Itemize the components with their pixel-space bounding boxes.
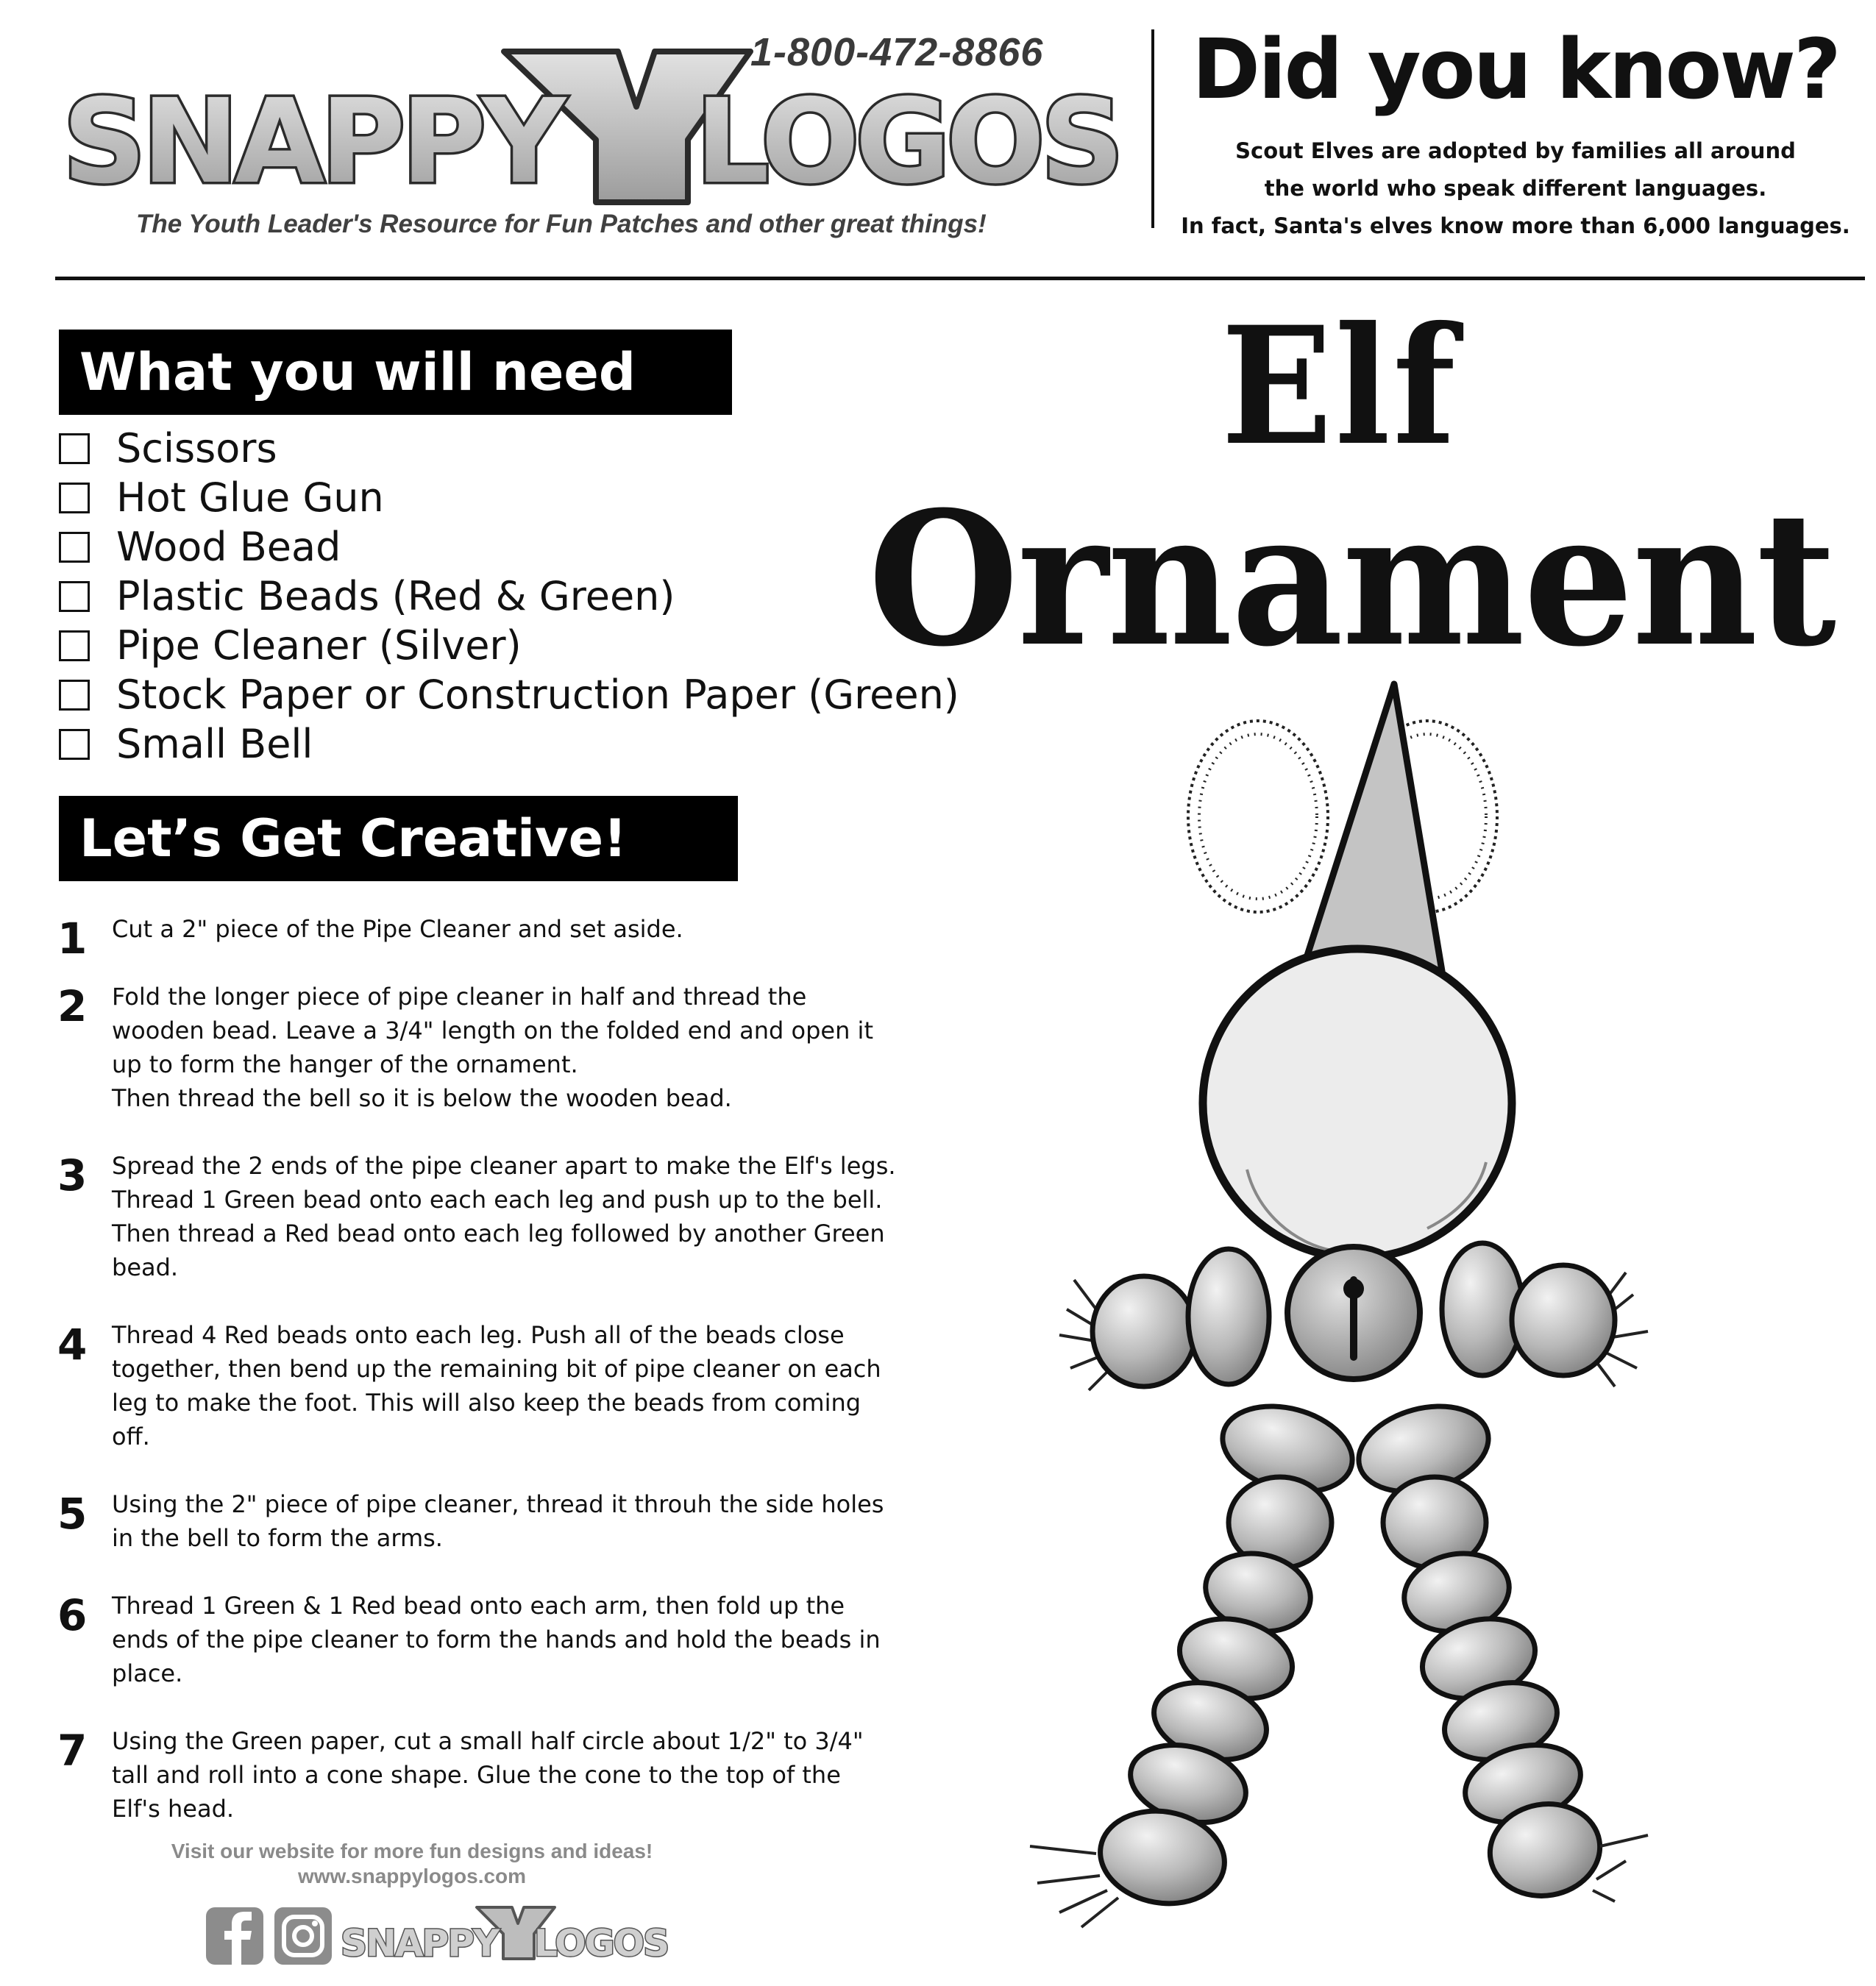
checklist-item-label: Hot Glue Gun <box>116 474 384 521</box>
step-line: Spread the 2 ends of the pipe cleaner apart to make the Elf's legs. <box>112 1152 896 1180</box>
step-number: 7 <box>57 1726 88 1776</box>
logo-brand-part1: SNAPPY <box>63 74 562 210</box>
did-you-know-line: Scout Elves are adopted by families all around <box>1235 138 1796 163</box>
did-you-know-line: In fact, Santa's elves know more than 6,000 languages. <box>1181 213 1850 238</box>
creative-heading: Let’s Get Creative! <box>59 796 738 881</box>
step-line: up to form the hanger of the ornament. <box>112 1050 578 1078</box>
step-text <box>112 980 873 1115</box>
footer-social-logos <box>205 1901 690 1971</box>
checkbox[interactable] <box>59 630 90 661</box>
logo-tagline: The Youth Leader's Resource for Fun Patches and other great things! <box>136 210 987 238</box>
step-text <box>112 1318 881 1453</box>
checkbox[interactable] <box>59 532 90 563</box>
checklist-item <box>59 522 959 572</box>
checklist-item <box>59 719 959 769</box>
step-line: Elf's head. <box>112 1795 235 1823</box>
step-text <box>112 1589 881 1690</box>
checklist-item-label: Wood Bead <box>116 524 341 570</box>
checkbox[interactable] <box>59 433 90 464</box>
needs-checklist <box>59 424 959 769</box>
checklist-item-label: Scissors <box>116 425 277 471</box>
step-line: Thread 4 Red beads onto each leg. Push all of the beads close <box>112 1321 845 1349</box>
step-text <box>112 1724 864 1826</box>
step-line: Then thread a Red bead onto each leg followed by another Green <box>112 1220 885 1248</box>
arm-bead <box>1092 1276 1195 1387</box>
arm-bead <box>1512 1265 1615 1375</box>
step-number: 5 <box>57 1489 88 1539</box>
visit-line: Visit our website for more fun designs and ideas! <box>171 1840 653 1862</box>
step-line: leg to make the foot. This will also keep the beads from coming <box>112 1389 861 1417</box>
instagram-icon[interactable] <box>274 1907 332 1965</box>
needs-heading: What you will need <box>59 330 732 415</box>
logo-brand-part2: LOGOS <box>695 74 1120 210</box>
checklist-item-label: Stock Paper or Construction Paper (Green) <box>116 672 959 718</box>
checklist-item-label: Small Bell <box>116 721 313 767</box>
step-line: together, then bend up the remaining bit of pipe cleaner on each <box>112 1355 881 1383</box>
step-line: bead. <box>112 1253 179 1281</box>
checklist-item-label: Pipe Cleaner (Silver) <box>116 622 522 669</box>
checklist-item <box>59 424 959 473</box>
elf-ornament-illustration <box>1015 669 1692 1949</box>
header-rule <box>55 277 1865 280</box>
step-line: in the bell to form the arms. <box>112 1524 443 1552</box>
phone-number: 1-800-472-8866 <box>750 30 1044 74</box>
checkbox[interactable] <box>59 680 90 711</box>
step-line: Thread 1 Green bead onto each each leg and push up to the bell. <box>112 1186 883 1214</box>
hanger-loop-left <box>1188 721 1328 912</box>
step-line: Cut a 2" piece of the Pipe Cleaner and set aside. <box>112 915 683 943</box>
website-link[interactable]: www.snappylogos.com <box>297 1865 527 1887</box>
step-line: tall and roll into a cone shape. Glue the cone to the top of the <box>112 1761 841 1789</box>
step-text <box>112 1149 896 1284</box>
right-foot <box>1593 1835 1648 1901</box>
step-line: Fold the longer piece of pipe cleaner in half and thread the <box>112 983 807 1011</box>
did-you-know-line: the world who speak different languages. <box>1264 176 1767 201</box>
facebook-icon[interactable] <box>206 1907 263 1965</box>
step-line: place. <box>112 1659 183 1687</box>
checkbox[interactable] <box>59 581 90 612</box>
step-text <box>112 1487 884 1555</box>
step-number: 6 <box>57 1590 88 1640</box>
checklist-item <box>59 621 959 670</box>
checkbox[interactable] <box>59 729 90 760</box>
footer-brand-part1: SNAPPY <box>341 1922 499 1965</box>
checklist-item <box>59 473 959 522</box>
step-number: 1 <box>57 914 88 964</box>
step-number: 3 <box>57 1150 88 1200</box>
step-line: wooden bead. Leave a 3/4" length on the folded end and open it <box>112 1017 873 1044</box>
elf-hat <box>1306 684 1442 971</box>
step-number: 2 <box>57 981 88 1031</box>
checklist-item <box>59 670 959 719</box>
checkbox[interactable] <box>59 483 90 513</box>
elf-head <box>1203 949 1512 1258</box>
footer-brand-logo <box>341 1907 668 1965</box>
header-divider <box>1151 29 1154 228</box>
title-line-2: Ornament <box>868 471 1836 687</box>
step-line: ends of the pipe cleaner to form the hands and hold the beads in <box>112 1626 881 1654</box>
title-line-1: Elf <box>1221 291 1459 481</box>
step-line: Thread 1 Green & 1 Red bead onto each arm, then fold up the <box>112 1592 845 1620</box>
step-line: Using the 2" piece of pipe cleaner, thread it throuh the side holes <box>112 1490 884 1518</box>
did-you-know-text <box>1170 132 1861 245</box>
checklist-item <box>59 572 959 621</box>
step-line: Then thread the bell so it is below the wooden bead. <box>112 1084 732 1112</box>
did-you-know-title: Did you know? <box>1192 22 1839 118</box>
checklist-item-label: Plastic Beads (Red & Green) <box>116 573 675 619</box>
step-text <box>112 912 855 946</box>
step-line: off. <box>112 1423 150 1451</box>
arm-bead <box>1188 1249 1269 1384</box>
footer-brand-part2: LOGOS <box>534 1922 669 1965</box>
website-promo <box>125 1839 699 1889</box>
step-line: Using the Green paper, cut a small half circle about 1/2" to 3/4" <box>112 1727 864 1755</box>
step-number: 4 <box>57 1320 88 1370</box>
